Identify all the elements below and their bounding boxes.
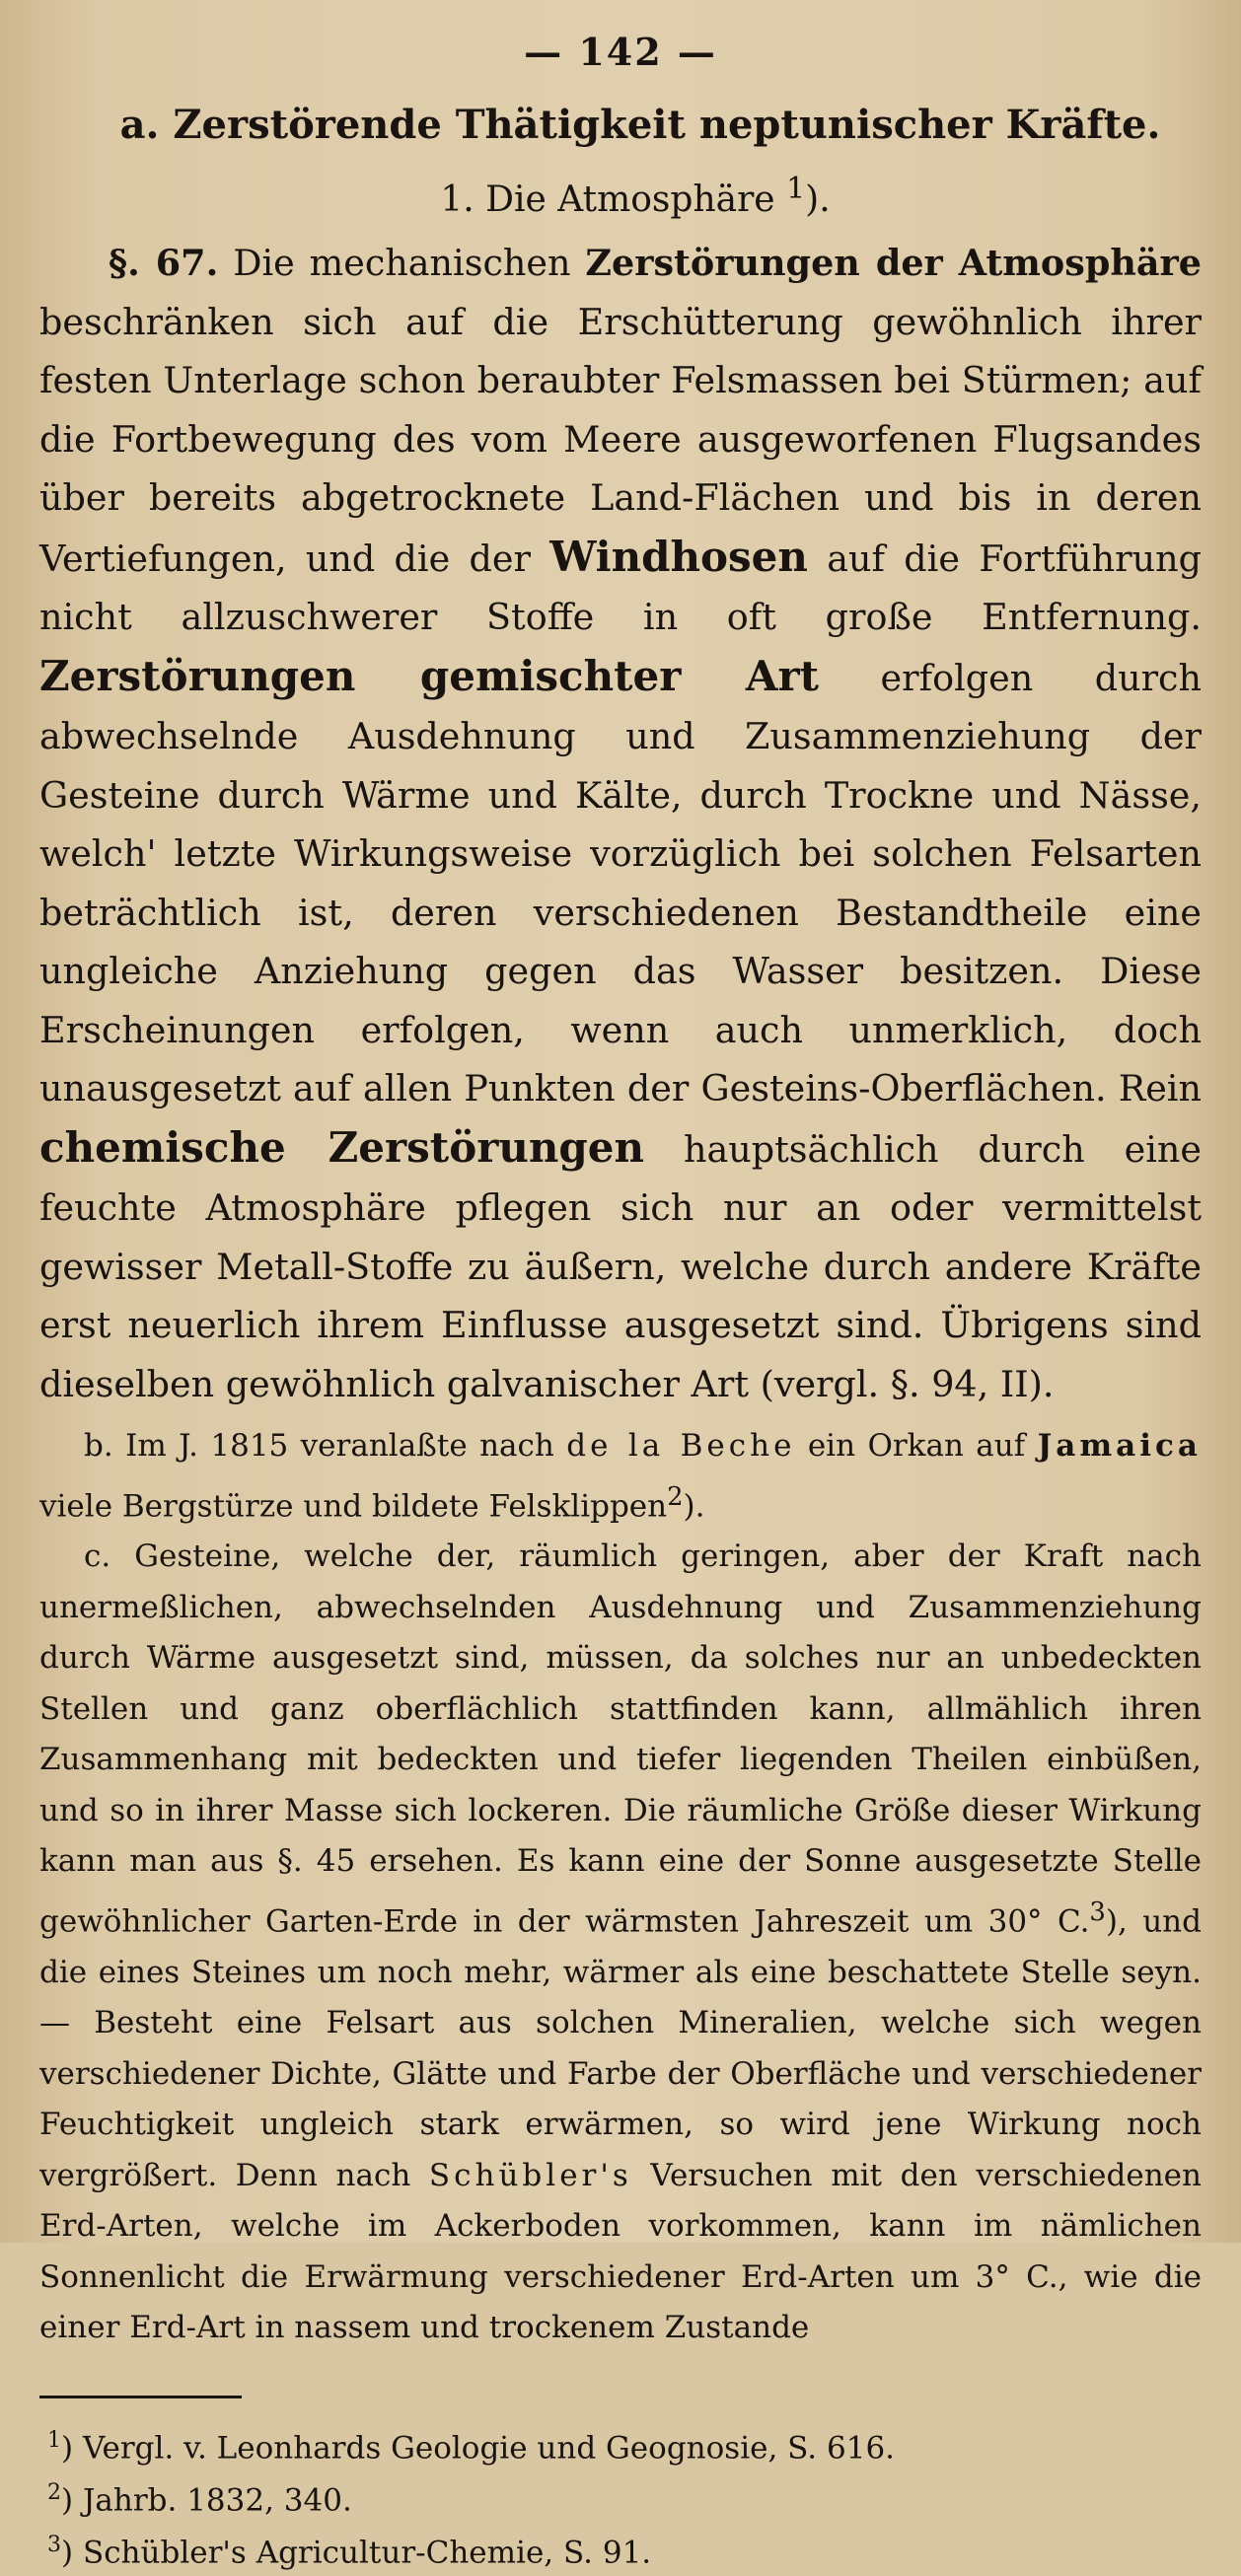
footnote-ref: 3 bbox=[1089, 1896, 1106, 1927]
section-heading: a. Zerstörende Thätigkeit neptunischer Kräfte. bbox=[119, 102, 1161, 148]
footnote: $^2$) Jahrb. 1832, 340. bbox=[47, 2479, 352, 2519]
text-run: ), und die eines Steines um noch mehr, wärmer als eine beschattete Stelle seyn. — Besteht eine Felsart aus solchen Mineralien, welche sich wegen verschiedener Dichte, Glätte und Farbe der Oberfläche und verschiedener Feuchtigkeit ungleich stark erwärmen, so wird jene Wirkung noch vergrößert. Denn nach bbox=[39, 1903, 1202, 2193]
text-run: Gesteine, welche der, räumlich geringen, aber der Kraft nach unermeßlichen, abwechselnden Ausdehnung und Zusammenziehung durch Wärme ausgesetzt sind, müssen, da solches nur an unbedeckten Stellen und ganz oberflächlich stattfinden kann, allmählich ihren Zusammenhang mit bedeckten und tiefer liegenden Theilen einbüßen, und so in ihrer Masse sich lockeren. Die räumliche Größe dieser Wirkung kann man aus §. 45 ersehen. Es kann eine der Sonne ausgesetzte Stelle gewöhnlicher Garten-Erde in der wärmsten Jahreszeit um 30° C. bbox=[39, 1538, 1202, 1940]
footnote-ref: 1 bbox=[786, 172, 806, 206]
paragraph-label: b. bbox=[84, 1428, 113, 1464]
footnote-text: Vergl. v. Leonhards Geologie und Geognosie, S. 616. bbox=[82, 2429, 896, 2466]
text-run: ). bbox=[683, 1487, 705, 1524]
emphasis-term: chemische Zerstörungen bbox=[39, 1122, 645, 1172]
person-name: de la Beche bbox=[566, 1428, 796, 1464]
footnote-text: Schübler's Agricultur-Chemie, S. 91. bbox=[82, 2535, 652, 2571]
subsection-title: Die Atmosphäre bbox=[485, 179, 775, 220]
section-number: §. 67. bbox=[109, 242, 219, 284]
footnote: $^3$) Schübler's Agricultur-Chemie, S. 91. bbox=[47, 2533, 652, 2571]
text-run: auf die Fortführung nicht allzuschwerer Stoffe in oft große Entfernung. bbox=[39, 537, 1202, 638]
place-name: Jamaica bbox=[1037, 1428, 1202, 1464]
person-name: Schübler's bbox=[428, 2157, 632, 2193]
text-run: Versuchen mit den verschiedenen Erd-Arten, welche im Ackerboden vorkommen, kann im nämlichen Sonnenlicht die Erwärmung verschiedener Erd-Arten um 3° C., wie die einer Erd-Art in nassem und trockenem Zustande bbox=[39, 2157, 1202, 2346]
footnote-separator bbox=[39, 2396, 242, 2398]
paragraph-67 bbox=[39, 234, 1202, 1413]
text-run: hauptsächlich durch eine feuchte Atmosphäre pflegen sich nur an oder vermittelst gewisser Metall-Stoffe zu äußern, welche durch andere Kräfte erst neuerlich ihrem Einflusse ausgesetzt sind. Übrigens sind dieselben gewöhnlich galvanischer Art (vergl. §. 94, II). bbox=[39, 1127, 1203, 1405]
text-run: ein Orkan auf bbox=[807, 1428, 1026, 1464]
footnote: $^1$) Vergl. v. Leonhards Geologie und Geognosie, S. 616. bbox=[47, 2427, 896, 2466]
emphasis-term: Zerstörungen der Atmosphäre bbox=[585, 242, 1202, 284]
emphasis-term: Zerstörungen gemischter Art bbox=[39, 651, 820, 700]
footnote-ref: 2 bbox=[667, 1481, 684, 1512]
text-run: erfolgen durch abwechselnde Ausdehnung und Zusammenziehung der Gesteine durch Wärme und Kälte, durch Trockne und Nässe, welch' letzte Wirkungsweise vorzüglich bei solchen Felsarten beträchtlich ist, deren verschiedenen Bestandtheile eine ungleiche Anziehung gegen das Wasser besitzen. Diese Erscheinungen erfolgen, wenn auch unmerklich, doch unausgesetzt auf allen Punkten der Gesteins-Oberflächen. Rein bbox=[39, 656, 1202, 1109]
text-run: beschränken sich auf die Erschütterung gewöhnlich ihrer festen Unterlage schon beraubter Felsmassen bei Stürmen; auf die Fortbewegung des vom Meere ausgeworfenen Flugsandes über bereits abgetrocknete Land-Flächen und bis in deren Vertiefungen, und die der bbox=[39, 300, 1202, 580]
footnote-number: 2 bbox=[47, 2479, 61, 2505]
text-run: viele Bergstürze und bildete Felsklippen bbox=[39, 1487, 668, 1524]
paragraph-c bbox=[39, 1532, 1202, 2353]
emphasis-term: Windhosen bbox=[549, 532, 808, 581]
footnotes bbox=[39, 2418, 1202, 2576]
page-number: — 142 — bbox=[524, 30, 717, 74]
text-run: Im J. 1815 veranlaßte nach bbox=[125, 1428, 554, 1464]
footnote-number: 3 bbox=[47, 2533, 61, 2558]
footnote-number: 1 bbox=[47, 2427, 61, 2453]
footnote-text: Jahrb. 1832, 340. bbox=[82, 2482, 352, 2519]
subsection-heading: 1. Die Atmosphäre $^1$). bbox=[440, 172, 831, 220]
paragraph-b bbox=[39, 1421, 1202, 1532]
subsection-number: 1. bbox=[440, 179, 474, 220]
text-run: Die mechanischen bbox=[233, 242, 571, 284]
paragraph-label: c. bbox=[84, 1538, 111, 1575]
